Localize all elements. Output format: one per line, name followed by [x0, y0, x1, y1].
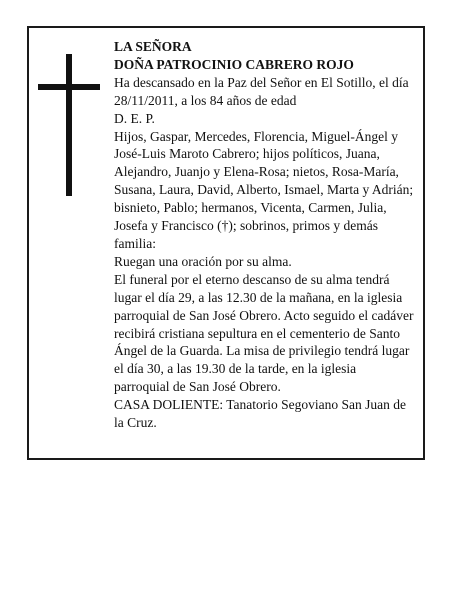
mourning-house: CASA DOLIENTE: Tanatorio Segoviano San Juan de la Cruz.: [114, 397, 407, 431]
obituary-text: [114, 38, 414, 432]
funeral-details: El funeral por el eterno descanso de su alma tendrá lugar el día 29, a las 12.30 de la mañana, en la iglesia parroquial de San José Obrero. Acto seguido el cadáver recibirá cristiana sepultura en el cementerio de Santo Ángel de la Guarda. La misa de privilegio tendrá lugar el día 30, a las 19.30 de la tarde, en la iglesia parroquial de San José Obrero.: [114, 271, 414, 395]
death-notice: Ha descansado en la Paz del Señor en El Sotillo, el día 28/11/2011, a los 84 años de edad: [114, 74, 409, 108]
cross-icon: [38, 54, 100, 196]
deceased-name: DOÑA PATROCINIO CABRERO ROJO: [114, 56, 354, 72]
prayer-request: Ruegan una oración por su alma.: [114, 253, 292, 269]
title-line: LA SEÑORA: [114, 39, 192, 54]
family-list: Hijos, Gaspar, Mercedes, Florencia, Miguel-Ángel y José-Luis Maroto Cabrero; hijos políticos, Juana, Alejandro, Juanjo y Elena-Rosa; nietos, Rosa-María, Susana, Laura, David, Alberto, Ismael, Marta y Adrián; bisnieto, Pablo; hermanos, Vicenta, Carmen, Julia, Josefa y Francisco (†); sobrinos, primos y demás familia:: [114, 128, 414, 251]
dep-line: D. E. P.: [114, 110, 155, 126]
